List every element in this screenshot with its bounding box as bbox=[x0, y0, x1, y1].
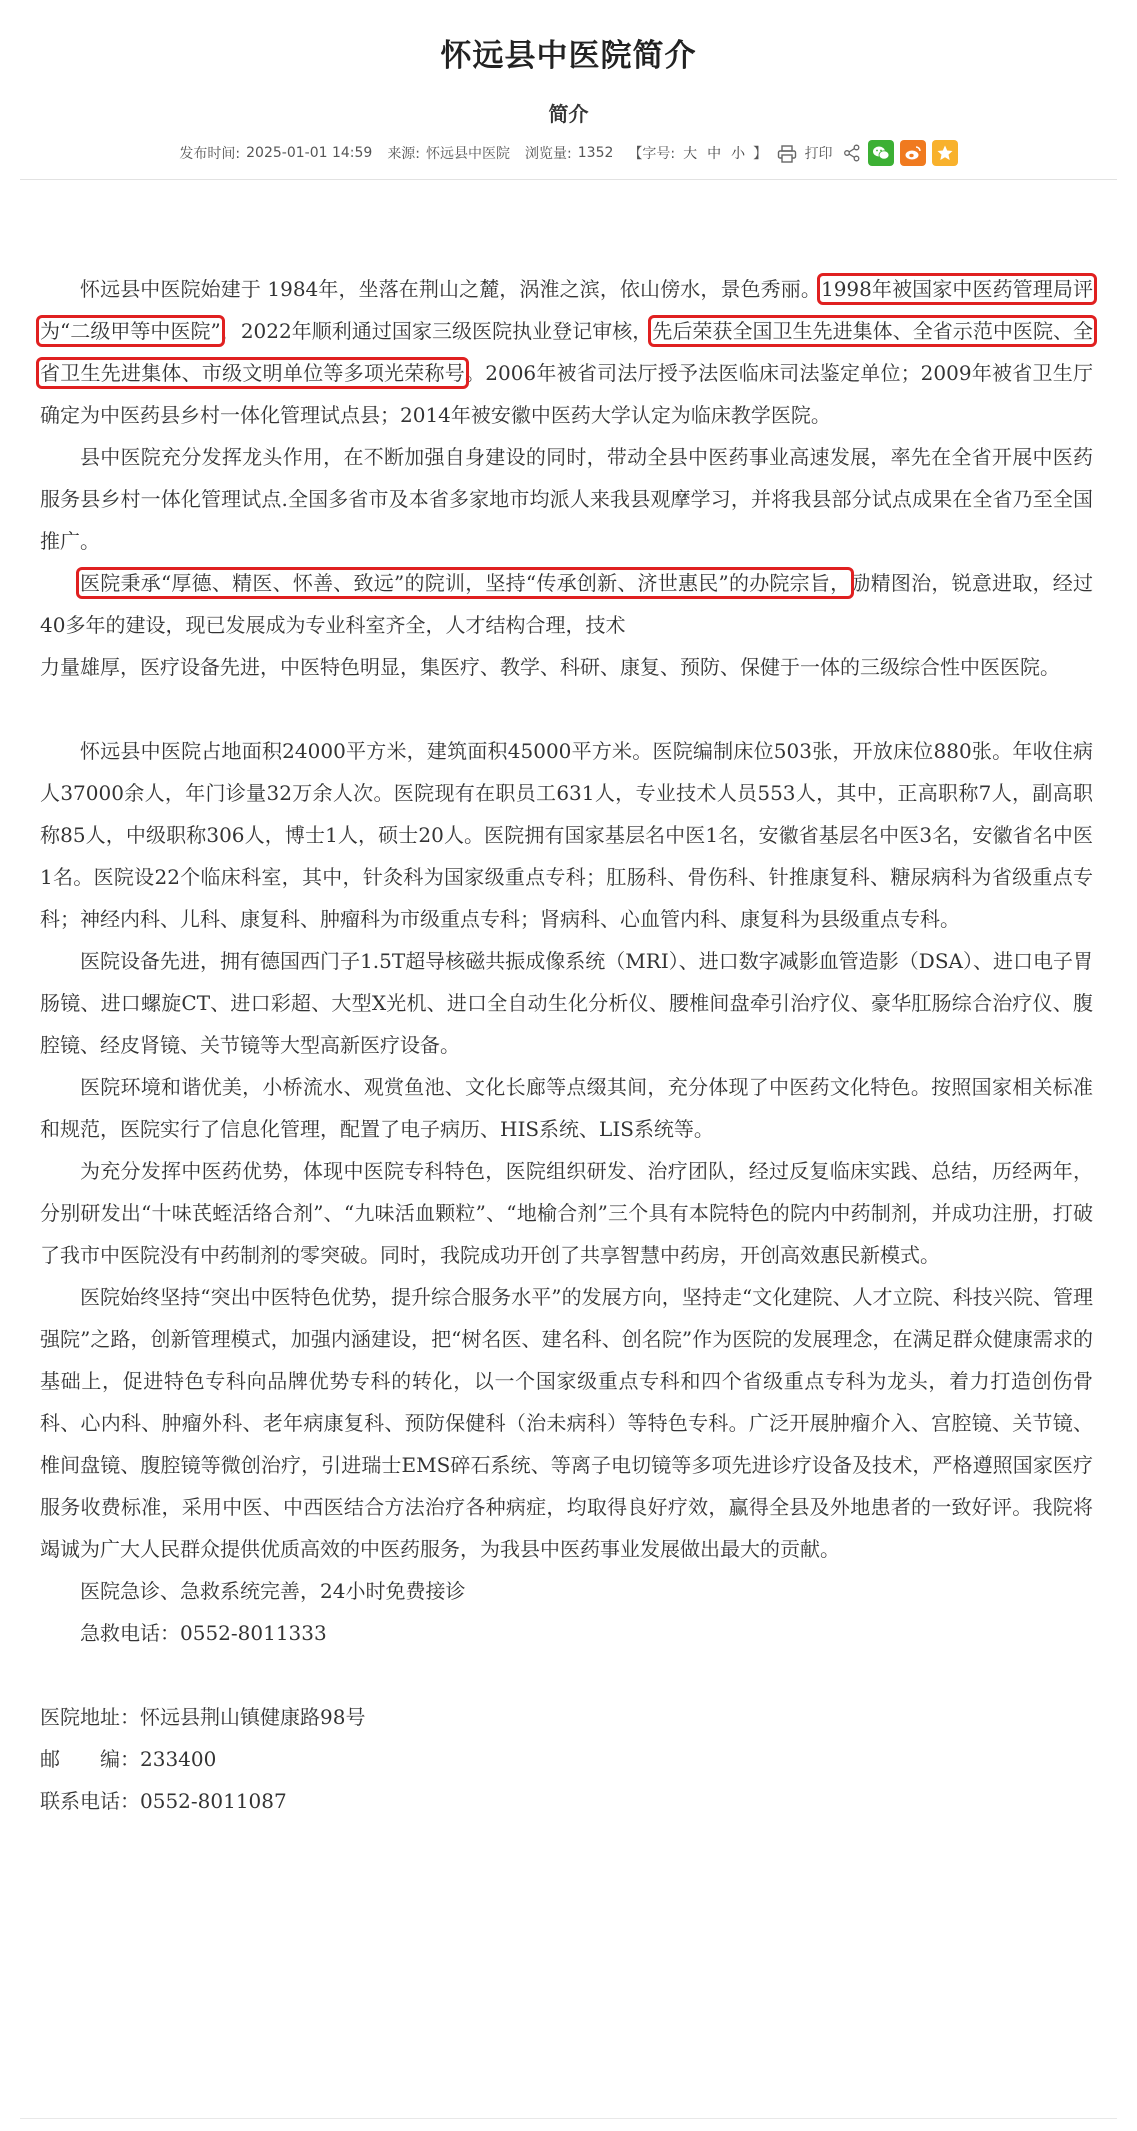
highlight-rating: 1998年被国家中医药管理局评为“二级甲等中医院” bbox=[40, 277, 1093, 343]
fontsize-label: 【字号: bbox=[628, 146, 676, 162]
font-medium-link[interactable]: 中 bbox=[707, 146, 722, 162]
spacer bbox=[40, 688, 1093, 730]
paragraph-5: 医院设备先进，拥有德国西门子1.5T超导核磁共振成像系统（MRI）、进口数字减影血管造影（DSA）、进口电子胃肠镜、进口螺旋CT、进口彩超、大型X光机、进口全自动生化分析仪、腰椎间盘牵引治疗仪、豪华肛肠综合治疗仪、腹腔镜、经皮肾镜、关节镜等大型高新医疗设备。 bbox=[40, 949, 1093, 1057]
views-label: 浏览量: bbox=[525, 146, 572, 162]
font-large-link[interactable]: 大 bbox=[683, 146, 698, 162]
publish-time: 2025-01-01 14:59 bbox=[246, 145, 373, 161]
text-segment: ，2022年顺利通过国家三级医院执业登记审核， bbox=[220, 319, 653, 343]
paragraph-2: 县中医院充分发挥龙头作用，在不断加强自身建设的同时，带动全县中医药事业高速发展，率先在全省开展中医药服务县乡村一体化管理试点.全国多省市及本省多家地市均派人来我县观摩学习，并将我县部分试点成果在全省乃至全国推广。 bbox=[40, 445, 1093, 553]
highlight-motto: 医院秉承“厚德、精医、怀善、致远”的院训，坚持“传承创新、济世惠民”的办院宗旨， bbox=[80, 571, 851, 595]
highlight-honors: 先后荣获全国卫生先进集体、全省示范中医院、全省卫生先进集体、市级文明单位等多项光荣称号 bbox=[40, 319, 1094, 385]
text-segment: 怀远县中医院始建于 1984年，坐落在荆山之麓，涡淮之滨，依山傍水，景色秀丽。 bbox=[80, 277, 821, 301]
source-label: 来源: bbox=[387, 146, 421, 162]
paragraph-4: 怀远县中医院占地面积24000平方米，建筑面积45000平方米。医院编制床位503张，开放床位880张。年收住病人37000余人，年门诊量32万余人次。医院现有在职员工631人，专业技术人员553人，其中，正高职称7人，副高职称85人，中级职称306人，博士1人，硕士20人。医院拥有国家基层名中医1名，安徽省基层名中医3名，安徽省名中医1名。医院设22个临床科室，其中，针灸科为国家级重点专科；肛肠科、骨伤科、针推康复科、糖尿病科为省级重点专科；神经内科、儿科、康复科、肿瘤科为市级重点专科；肾病科、心血管内科、康复科为县级重点专科。 bbox=[40, 739, 1093, 931]
print-label: 打印 bbox=[804, 146, 833, 162]
footer-divider bbox=[20, 2118, 1117, 2119]
article-meta bbox=[0, 136, 1137, 170]
print-button[interactable] bbox=[773, 143, 835, 163]
font-small-link[interactable]: 小 bbox=[731, 146, 746, 162]
paragraph-9: 医院急诊、急救系统完善，24小时免费接诊 bbox=[80, 1579, 466, 1603]
fontsize-end: 】 bbox=[753, 146, 768, 162]
publish-label: 发布时间: bbox=[179, 146, 241, 162]
weibo-icon[interactable] bbox=[900, 140, 926, 166]
paragraph-3 bbox=[40, 562, 1093, 646]
emergency-phone: 急救电话：0552-8011333 bbox=[80, 1621, 327, 1645]
article-body bbox=[40, 268, 1093, 1822]
share-icon[interactable] bbox=[843, 144, 861, 162]
contact-phone: 联系电话：0552-8011087 bbox=[40, 1789, 287, 1813]
paragraph-1 bbox=[40, 268, 1093, 436]
text-segment: 。2006年被省司法厅授予法医临床司法鉴定单位；2009年被省卫生厅确定为中医药县乡村一体化管理试点县；2014年被安徽中医药大学认定为临床教学医院。 bbox=[40, 361, 1094, 427]
paragraph-3-cont: 力量雄厚，医疗设备先进，中医特色明显，集医疗、教学、科研、康复、预防、保健于一体的三级综合性中医医院。 bbox=[40, 655, 1060, 679]
paragraph-7: 为充分发挥中医药优势，体现中医院专科特色，医院组织研发、治疗团队，经过反复临床实践、总结，历经两年，分别研发出“十味芪蛭活络合剂”、“九味活血颗粒”、“地榆合剂”三个具有本院特色的院内中药制剂，并成功注册，打破了我市中医院没有中药制剂的零突破。同时，我院成功开创了共享智慧中药房，开创高效惠民新模式。 bbox=[40, 1159, 1093, 1267]
spacer bbox=[40, 1654, 1093, 1696]
paragraph-6: 医院环境和谐优美，小桥流水、观赏鱼池、文化长廊等点缀其间，充分体现了中医药文化特色。按照国家相关标准和规范，医院实行了信息化管理，配置了电子病历、HIS系统、LIS系统等。 bbox=[40, 1075, 1093, 1141]
postal-code: 邮 编：233400 bbox=[40, 1747, 217, 1771]
page-title: 怀远县中医院简介 bbox=[440, 38, 697, 74]
source-value: 怀远县中医院 bbox=[426, 146, 511, 162]
header-divider bbox=[20, 179, 1117, 180]
printer-icon bbox=[777, 145, 797, 163]
wechat-icon[interactable] bbox=[868, 140, 894, 166]
page-subtitle: 简介 bbox=[548, 102, 589, 126]
views-count: 1352 bbox=[577, 145, 614, 161]
paragraph-8: 医院始终坚持“突出中医特色优势，提升综合服务水平”的发展方向，坚持走“文化建院、人才立院、科技兴院、管理强院”之路，创新管理模式，加强内涵建设，把“树名医、建名科、创名院”作为医院的发展理念，在满足群众健康需求的基础上，促进特色专科向品牌优势专科的转化，以一个国家级重点专科和四个省级重点专科为龙头，着力打造创伤骨科、心内科、肿瘤外科、老年病康复科、预防保健科（治未病科）等特色专科。广泛开展肿瘤介入、宫腔镜、关节镜、椎间盘镜、腹腔镜等微创治疗，引进瑞士EMS碎石系统、等离子电切镜等多项先进诊疗设备及技术，严格遵照国家医疗服务收费标准，采用中医、中西医结合方法治疗各种病症，均取得良好疗效，赢得全县及外地患者的一致好评。我院将竭诚为广大人民群众提供优质高效的中医药服务，为我县中医药事业发展做出最大的贡献。 bbox=[40, 1285, 1093, 1561]
text-segment: 励精图治，锐意进取，经过40多年的建设，现已发展成为专业科室齐全，人才结构合理，技术 bbox=[40, 571, 1093, 637]
star-icon[interactable] bbox=[932, 140, 958, 166]
hospital-address: 医院地址：怀远县荆山镇健康路98号 bbox=[40, 1705, 366, 1729]
